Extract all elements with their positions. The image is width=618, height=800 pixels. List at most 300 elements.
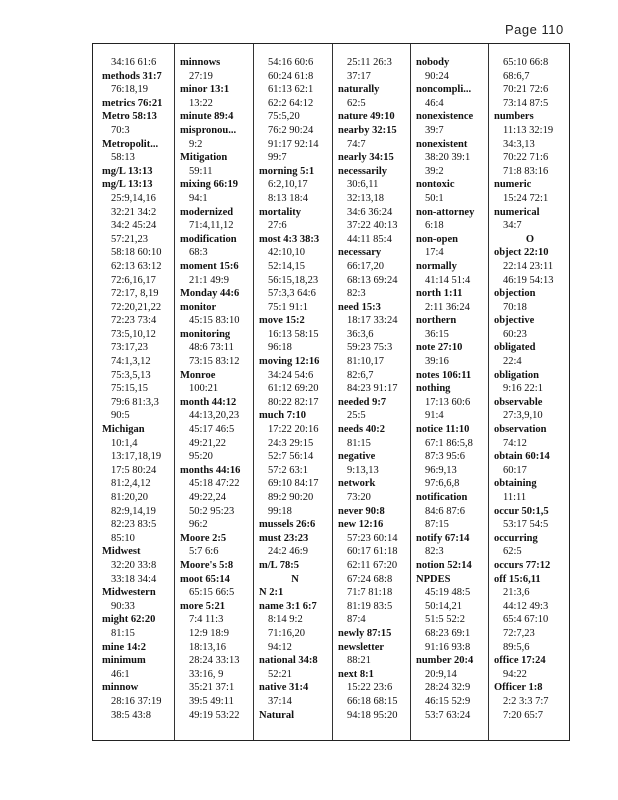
- index-column-6: [491, 56, 569, 722]
- index-page-refs: 67:24 68:8: [347, 573, 393, 585]
- index-page-refs: 22:4: [503, 356, 522, 368]
- index-page-refs: 51:5 52:2: [425, 614, 465, 626]
- index-page-refs: 81:15: [111, 627, 135, 639]
- index-page-refs: 81:19 83:5: [347, 600, 393, 612]
- index-term: much 7:10: [259, 410, 306, 422]
- index-term: minnows: [180, 57, 221, 68]
- index-page-refs: 80:22 82:17: [268, 396, 319, 408]
- index-term: Monday 44:6: [180, 288, 240, 300]
- index-page-refs: 90:24: [425, 70, 449, 82]
- index-page-refs: 71:8 83:16: [503, 165, 549, 177]
- index-page-refs: 18:13,16: [189, 641, 227, 653]
- index-page-refs: 58:13: [111, 152, 135, 164]
- index-page-refs: 38:20 39:1: [425, 152, 471, 164]
- index-page-refs: 34:6 36:24: [347, 206, 393, 218]
- index-page-refs: 65:15 66:5: [189, 587, 235, 599]
- index-page-refs: 42:10,10: [268, 247, 306, 259]
- index-page-refs: 75:1 91:1: [268, 301, 308, 313]
- index-page-refs: 70:3: [111, 124, 130, 136]
- index-page-refs: 87:4: [347, 614, 366, 626]
- page-number: Page 110: [505, 22, 564, 37]
- index-page-refs: 61:12 69:20: [268, 383, 319, 395]
- index-term: Officer 1:8: [494, 682, 543, 694]
- index-page-refs: 46:15 52:9: [425, 695, 471, 707]
- index-page-refs: 79:6 81:3,3: [111, 396, 159, 408]
- index-page-refs: 87:15: [425, 519, 449, 531]
- index-page-refs: 46:1: [111, 668, 130, 680]
- index-page-refs: 82:23 83:5: [111, 519, 157, 531]
- index-page-refs: 75:15,15: [111, 383, 149, 395]
- index-term: nobody: [416, 57, 450, 68]
- index-page-refs: 81:15: [347, 437, 371, 449]
- index-page-refs: 16:13 58:15: [268, 328, 319, 340]
- index-page-refs: 96:9,13: [425, 464, 457, 476]
- index-term: mine 14:2: [102, 641, 147, 653]
- index-page-refs: 85:10: [111, 532, 135, 544]
- index-page-refs: 82:3: [425, 546, 444, 558]
- index-page-refs: 66:18 68:15: [347, 695, 398, 707]
- index-page-refs: 81:10,17: [347, 356, 385, 368]
- index-term: new 12:16: [338, 519, 384, 531]
- index-page-refs: 48:6 73:11: [189, 342, 234, 354]
- index-page-refs: 39:2: [425, 165, 444, 177]
- index-column-2: [177, 56, 255, 722]
- index-page-refs: 45:19 48:5: [425, 587, 471, 599]
- index-page-refs: 75:5,20: [268, 111, 300, 123]
- index-term: needs 40:2: [338, 424, 385, 436]
- index-page-refs: 94:12: [268, 641, 292, 653]
- index-term: occurring: [494, 532, 538, 544]
- index-term: month 44:12: [180, 396, 237, 408]
- index-page-refs: 45:18 47:22: [189, 478, 240, 490]
- index-term: nothing: [416, 383, 451, 395]
- index-page-refs: 82:3: [347, 288, 366, 300]
- index-page-refs: 57:21,23: [111, 233, 149, 245]
- index-term: months 44:16: [180, 464, 241, 476]
- index-term: most 4:3 38:3: [259, 233, 320, 245]
- index-term: non-open: [416, 233, 459, 245]
- index-page-refs: 68:6,7: [503, 70, 530, 82]
- index-page-refs: 2:2 3:3 7:7: [503, 695, 549, 707]
- index-page-refs: 49:21,22: [189, 437, 227, 449]
- index-page-refs: 96:2: [189, 519, 208, 531]
- index-term: newsletter: [338, 641, 385, 653]
- index-term: obtain 60:14: [494, 451, 550, 463]
- index-page-refs: 56:15,18,23: [268, 274, 319, 286]
- index-page-refs: 13:17,18,19: [111, 451, 162, 463]
- index-page-refs: 45:17 46:5: [189, 424, 235, 436]
- index-term: number 20:4: [416, 655, 474, 667]
- index-page-refs: 57:3,3 64:6: [268, 288, 316, 300]
- index-term: necessarily: [338, 165, 387, 177]
- index-page-refs: 28:16 37:19: [111, 695, 162, 707]
- index-page-refs: 60:17: [503, 464, 527, 476]
- index-page-refs: 75:3,5,13: [111, 369, 151, 381]
- index-page-refs: 9:2: [189, 138, 203, 150]
- index-page-refs: 91:17 92:14: [268, 138, 319, 150]
- index-page-refs: 62:2 64:12: [268, 97, 314, 109]
- index-term: minnow: [102, 682, 139, 694]
- index-term: numerical: [494, 206, 540, 218]
- index-page-refs: 34:2 45:24: [111, 220, 157, 232]
- index-term: notify 67:14: [416, 532, 470, 544]
- index-page-refs: 8:13 18:4: [268, 192, 308, 204]
- index-page-refs: 39:16: [425, 356, 449, 368]
- index-page-refs: 69:10 84:17: [268, 478, 319, 490]
- index-term: noncompli...: [416, 84, 472, 96]
- index-page-refs: 41:14 51:4: [425, 274, 471, 286]
- index-term: minute 89:4: [180, 111, 234, 123]
- index-term: off 15:6,11: [494, 573, 541, 585]
- index-term: mixing 66:19: [180, 179, 239, 191]
- index-term: Mitigation: [180, 152, 228, 164]
- index-page-refs: 57:23 60:14: [347, 532, 398, 544]
- index-page-refs: 21:1 49:9: [189, 274, 229, 286]
- index-page-refs: 60:23: [503, 328, 527, 340]
- index-page-refs: 72:7,23: [503, 627, 535, 639]
- index-page-refs: 68:13 69:24: [347, 274, 398, 286]
- index-page-refs: 27:6: [268, 220, 287, 232]
- index-page-refs: 13:22: [189, 97, 213, 109]
- index-term: need 15:3: [338, 301, 381, 313]
- index-page-refs: 82:9,14,19: [111, 505, 156, 517]
- index-page-refs: 70:22 71:6: [503, 152, 549, 164]
- index-page-refs: 5:7 6:6: [189, 546, 219, 558]
- index-page-refs: 32:13,18: [347, 192, 385, 204]
- index-page-refs: 30:6,11: [347, 179, 379, 191]
- index-term: native 31:4: [259, 682, 309, 694]
- index-term: morning 5:1: [259, 165, 315, 177]
- index-page-refs: 10:1,4: [111, 437, 138, 449]
- index-page-refs: 94:1: [189, 192, 208, 204]
- index-page-refs: 72:6,16,17: [111, 274, 156, 286]
- index-page-refs: 9:16 22:1: [503, 383, 543, 395]
- index-term: Moore's 5:8: [180, 559, 234, 571]
- index-term: minimum: [102, 655, 146, 667]
- index-page-refs: 73:14 87:5: [503, 97, 549, 109]
- index-page-refs: 44:11 85:4: [347, 233, 392, 245]
- index-page-refs: 82:6,7: [347, 369, 374, 381]
- index-term: Metro 58:13: [102, 111, 157, 123]
- index-term: moving 12:16: [259, 356, 320, 368]
- index-term: north 1:11: [416, 288, 463, 300]
- index-page-refs: 76:18,19: [111, 84, 149, 96]
- index-page-refs: 24:3 29:15: [268, 437, 314, 449]
- index-page-refs: 87:3 95:6: [425, 451, 465, 463]
- index-page-refs: 21:3,6: [503, 587, 530, 599]
- index-page-refs: 90:33: [111, 600, 135, 612]
- index-term: metrics 76:21: [102, 97, 163, 109]
- index-page-refs: 73:5,10,12: [111, 328, 156, 340]
- index-term: nearly 34:15: [338, 152, 394, 164]
- index-column-4: [335, 56, 413, 722]
- index-term: mussels 26:6: [259, 519, 316, 531]
- index-page-refs: 15:22 23:6: [347, 682, 393, 694]
- index-page-refs: 94:22: [503, 668, 527, 680]
- index-page-refs: 49:19 53:22: [189, 709, 240, 721]
- index-term: mortality: [259, 206, 301, 218]
- index-page-refs: 25:11 26:3: [347, 57, 392, 68]
- index-page-refs: 53:17 54:5: [503, 519, 549, 531]
- index-page-refs: 7:4 11:3: [189, 614, 224, 626]
- index-term: monitoring: [180, 328, 231, 340]
- index-page-refs: 9:13,13: [347, 464, 379, 476]
- index-term: Midwestern: [102, 587, 156, 599]
- index-page-refs: 22:14 23:11: [503, 260, 554, 272]
- index-page-refs: 34:16 61:6: [111, 57, 157, 68]
- index-page-refs: 57:2 63:1: [268, 464, 308, 476]
- index-page-refs: 70:21 72:6: [503, 84, 549, 96]
- index-page-refs: 68:3: [189, 247, 208, 259]
- index-page-refs: 17:4: [425, 247, 444, 259]
- index-term: negative: [338, 451, 376, 463]
- index-term: network: [338, 478, 376, 490]
- index-term: notification: [416, 492, 468, 503]
- index-page-refs: 62:11 67:20: [347, 559, 398, 571]
- index-term: occur 50:1,5: [494, 505, 549, 517]
- index-page-refs: 37:14: [268, 695, 292, 707]
- index-page-refs: 27:19: [189, 70, 213, 82]
- index-term: nontoxic: [416, 179, 455, 191]
- index-page-refs: 36:15: [425, 328, 449, 340]
- index-term: objective: [494, 315, 535, 327]
- index-term: modernized: [180, 206, 234, 218]
- index-page-refs: 6:18: [425, 220, 444, 232]
- index-page-refs: 39:5 49:11: [189, 695, 234, 707]
- index-term: might 62:20: [102, 614, 156, 626]
- index-term: northern: [416, 315, 457, 327]
- index-page-refs: 17:22 20:16: [268, 424, 319, 436]
- index-page-refs: 28:24 33:13: [189, 655, 240, 667]
- index-page-refs: 58:18 60:10: [111, 247, 162, 259]
- index-term: mispronou...: [180, 124, 237, 136]
- index-term: Moore 2:5: [180, 532, 227, 544]
- index-page-refs: 73:15 83:12: [189, 356, 240, 368]
- index-page-refs: 53:7 63:24: [425, 709, 471, 721]
- index-page-refs: 50:1: [425, 192, 444, 204]
- index-page-refs: 52:21: [268, 668, 292, 680]
- index-page-refs: 20:9,14: [425, 668, 457, 680]
- index-term: objection: [494, 288, 536, 300]
- index-column-5: [413, 56, 491, 722]
- index-page-refs: 94:18 95:20: [347, 709, 398, 721]
- index-page-refs: 28:24 32:9: [425, 682, 471, 694]
- index-term: more 5:21: [180, 600, 225, 612]
- index-page-refs: 61:13 62:1: [268, 84, 314, 96]
- index-page-refs: 46:4: [425, 97, 444, 109]
- index-page-refs: 72:17, 8,19: [111, 288, 159, 300]
- index-page-refs: 25:5: [347, 410, 366, 422]
- index-page-refs: 96:18: [268, 342, 292, 354]
- index-page-refs: 81:20,20: [111, 492, 149, 503]
- index-page-refs: 73:20: [347, 492, 371, 503]
- index-term: move 15:2: [259, 315, 305, 327]
- index-term: non-attorney: [416, 206, 475, 218]
- index-page-refs: 17:13 60:6: [425, 396, 471, 408]
- index-term: next 8:1: [338, 668, 374, 680]
- index-page-refs: 71:7 81:18: [347, 587, 393, 599]
- index-page-refs: 34:7: [503, 220, 522, 232]
- index-page-refs: 50:14,21: [425, 600, 463, 612]
- index-page-refs: 18:17 33:24: [347, 315, 398, 327]
- index-term: national 34:8: [259, 655, 318, 667]
- index-page-refs: 95:20: [189, 451, 213, 463]
- index-term: minor 13:1: [180, 84, 230, 96]
- index-page-refs: 17:5 80:24: [111, 464, 157, 476]
- index-column-1: [99, 56, 177, 722]
- index-term: m/L 78:5: [259, 559, 299, 571]
- index-page-refs: 11:11: [503, 492, 527, 503]
- index-term: never 90:8: [338, 505, 385, 517]
- index-page-refs: 32:21 34:2: [111, 206, 157, 218]
- index-term: note 27:10: [416, 342, 463, 354]
- index-page-refs: 54:16 60:6: [268, 57, 314, 68]
- index-term: numeric: [494, 179, 532, 191]
- index-term: obtaining: [494, 478, 537, 490]
- index-term: mg/L 13:13: [102, 165, 153, 177]
- index-page-refs: 32:20 33:8: [111, 559, 157, 571]
- index-term: object 22:10: [494, 247, 549, 259]
- index-term: Metropolit...: [102, 138, 159, 150]
- index-page-refs: 15:24 72:1: [503, 192, 549, 204]
- index-page-refs: 68:23 69:1: [425, 627, 471, 639]
- index-page-refs: 38:5 43:8: [111, 709, 151, 721]
- index-page-refs: 39:7: [425, 124, 444, 136]
- index-page-refs: 89:2 90:20: [268, 492, 314, 503]
- index-page-refs: 8:14 9:2: [268, 614, 303, 626]
- index-page-refs: 91:16 93:8: [425, 641, 471, 653]
- index-page-refs: 35:21 37:1: [189, 682, 235, 694]
- index-page-refs: 6:2,10,17: [268, 179, 308, 191]
- index-page-refs: 72:20,21,22: [111, 301, 162, 313]
- index-page-refs: 89:5,6: [503, 641, 530, 653]
- index-page-refs: 66:17,20: [347, 260, 385, 272]
- index-term: mg/L 13:13: [102, 179, 153, 191]
- index-page-refs: 81:2,4,12: [111, 478, 151, 490]
- index-term: Michigan: [102, 424, 145, 436]
- index-page-refs: 37:22 40:13: [347, 220, 398, 232]
- index-term: moot 65:14: [180, 573, 230, 585]
- index-term: moment 15:6: [180, 260, 239, 272]
- index-term: numbers: [494, 111, 534, 123]
- index-page-refs: 45:15 83:10: [189, 315, 240, 327]
- index-page-refs: 37:17: [347, 70, 371, 82]
- index-page-refs: 33:18 34:4: [111, 573, 157, 585]
- index-term: office 17:24: [494, 655, 546, 667]
- index-page-refs: 11:13 32:19: [503, 124, 554, 136]
- index-term: notion 52:14: [416, 559, 472, 571]
- index-page-refs: 84:23 91:17: [347, 383, 398, 395]
- index-term: observation: [494, 424, 547, 436]
- index-page-refs: 88:21: [347, 655, 371, 667]
- index-page-refs: 62:5: [347, 97, 366, 109]
- index-page-refs: 91:4: [425, 410, 444, 422]
- index-term: obligation: [494, 369, 539, 381]
- index-page-refs: 99:7: [268, 152, 287, 164]
- index-letter-heading: O: [525, 233, 535, 245]
- index-page-refs: 84:6 87:6: [425, 505, 465, 517]
- index-term: notice 11:10: [416, 424, 470, 436]
- index-page-refs: 71:16,20: [268, 627, 306, 639]
- index-page-refs: 71:4,11,12: [189, 220, 234, 232]
- index-page-refs: 36:3,6: [347, 328, 374, 340]
- index-page-refs: 50:2 95:23: [189, 505, 235, 517]
- index-page-refs: 99:18: [268, 505, 292, 517]
- index-page-refs: 59:23 75:3: [347, 342, 393, 354]
- index-page-refs: 24:2 46:9: [268, 546, 308, 558]
- index-page-refs: 97:6,6,8: [425, 478, 460, 490]
- index-letter-heading: N: [291, 573, 299, 585]
- index-page-refs: 73:17,23: [111, 342, 149, 354]
- index-term: nature 49:10: [338, 111, 395, 123]
- index-page-refs: 25:9,14,16: [111, 192, 156, 204]
- index-term: needed 9:7: [338, 396, 387, 408]
- index-page-refs: 49:22,24: [189, 492, 227, 503]
- index-term: obligated: [494, 342, 536, 354]
- index-page-refs: 74:1,3,12: [111, 356, 151, 368]
- index-term: name 3:1 6:7: [259, 600, 317, 612]
- index-term: Natural: [259, 709, 294, 721]
- index-page-refs: 2:11 36:24: [425, 301, 470, 313]
- index-page-refs: 67:1 86:5,8: [425, 437, 473, 449]
- index-term: Monroe: [180, 369, 216, 381]
- index-column-3: [256, 56, 334, 722]
- index-page-refs: 65:4 67:10: [503, 614, 549, 626]
- index-page-refs: 52:14,15: [268, 260, 306, 272]
- index-page-refs: 74:7: [347, 138, 366, 150]
- index-term: nearby 32:15: [338, 124, 397, 136]
- index-term: observable: [494, 396, 543, 408]
- index-page-refs: 44:12 49:3: [503, 600, 549, 612]
- index-term: monitor: [180, 301, 217, 313]
- index-term: modification: [180, 233, 237, 245]
- index-page-refs: 65:10 66:8: [503, 57, 549, 68]
- word-index-frame: [92, 43, 570, 741]
- index-page-refs: 90:5: [111, 410, 130, 422]
- index-term: nonexistent: [416, 138, 468, 150]
- index-page-refs: 46:19 54:13: [503, 274, 554, 286]
- index-term: NPDES: [416, 573, 451, 585]
- index-page-refs: 60:17 61:18: [347, 546, 398, 558]
- index-term: nonexistence: [416, 111, 474, 123]
- index-term: must 23:23: [259, 532, 309, 544]
- index-page-refs: 60:24 61:8: [268, 70, 314, 82]
- index-page-refs: 52:7 56:14: [268, 451, 314, 463]
- index-page-refs: 12:9 18:9: [189, 627, 229, 639]
- index-page-refs: 74:12: [503, 437, 527, 449]
- index-page-refs: 62:5: [503, 546, 522, 558]
- index-term: necessary: [338, 247, 382, 259]
- index-term: methods 31:7: [102, 70, 162, 82]
- index-page-refs: 76:2 90:24: [268, 124, 314, 136]
- index-term: naturally: [338, 84, 380, 96]
- index-term: normally: [416, 260, 457, 272]
- index-page-refs: 34:3,13: [503, 138, 535, 150]
- index-page-refs: 7:20 65:7: [503, 709, 543, 721]
- index-term: N 2:1: [259, 587, 284, 599]
- index-page-refs: 100:21: [189, 383, 219, 395]
- index-page-refs: 70:18: [503, 301, 527, 313]
- index-page-refs: 44:13,20,23: [189, 410, 240, 422]
- index-page-refs: 72:23 73:4: [111, 315, 157, 327]
- index-term: newly 87:15: [338, 627, 392, 639]
- index-page-refs: 34:24 54:6: [268, 369, 314, 381]
- index-page-refs: 27:3,9,10: [503, 410, 543, 422]
- index-term: Midwest: [102, 546, 141, 558]
- index-page-refs: 59:11: [189, 165, 213, 177]
- index-page-refs: 62:13 63:12: [111, 260, 162, 272]
- index-term: occurs 77:12: [494, 559, 551, 571]
